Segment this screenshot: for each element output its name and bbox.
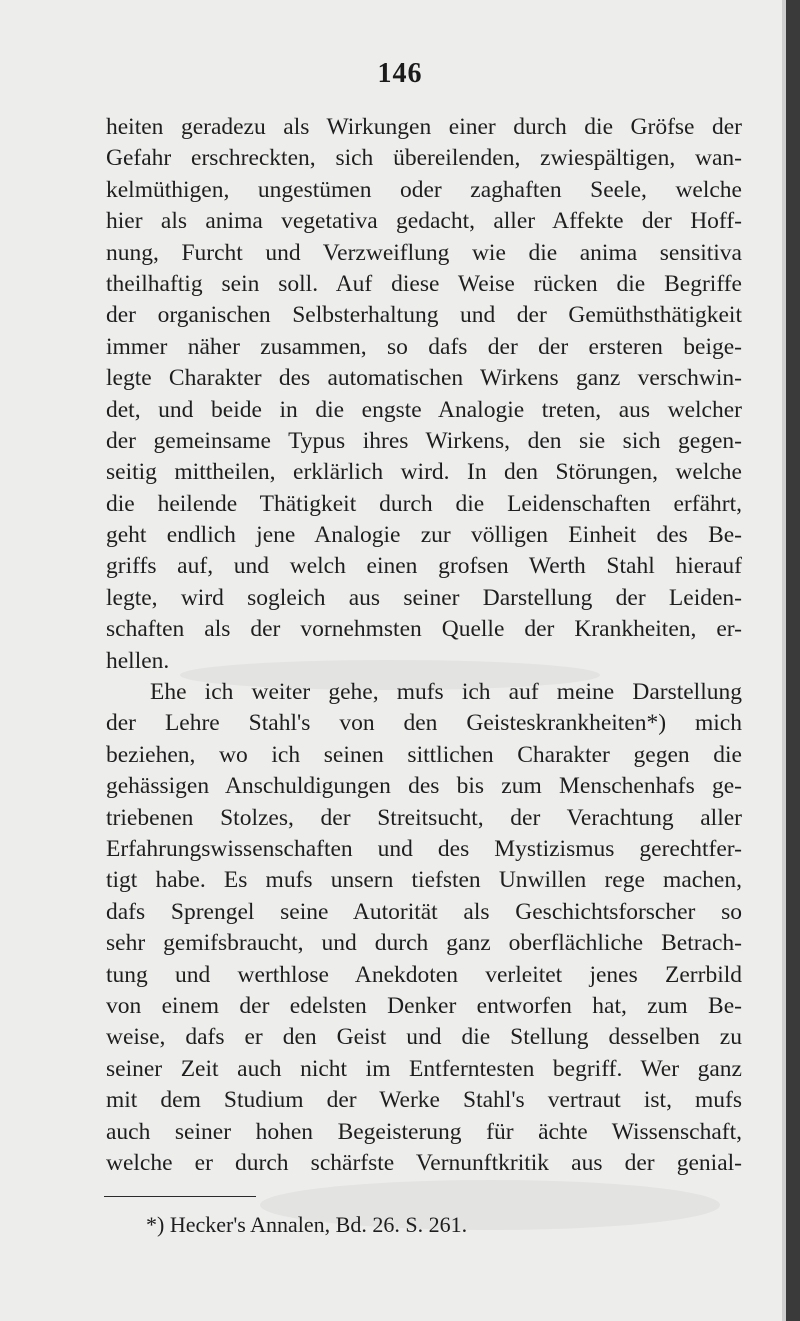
text-line: der organischen Selbsterhaltung und der Gemüthsthätigkeit [106, 302, 742, 329]
text-line: von einem der edelsten Denker entworfen hat, zum Be- [106, 992, 742, 1019]
text-line: die heilende Thätigkeit durch die Leidenschaften erfährt, [106, 490, 742, 517]
text-line: der gemeinsame Typus ihres Wirkens, den sie sich gegen- [106, 427, 742, 454]
text-line: welche er durch schärfste Vernunftkritik aus der genial- [106, 1149, 742, 1176]
text-line: beziehen, wo ich seinen sittlichen Charakter gegen die [106, 741, 742, 768]
text-line: hier als anima vegetativa gedacht, aller Affekte der Hoff- [106, 208, 742, 235]
text-line: der Lehre Stahl's von den Geisteskrankheiten*) mich [106, 710, 742, 737]
paragraph-end-line: hellen. [106, 647, 170, 674]
text-line: kelmüthigen, ungestümen oder zaghaften Seele, welche [106, 176, 742, 203]
text-line: tung und werthlose Anekdoten verleitet jenes Zerrbild [106, 961, 742, 988]
text-line: mit dem Studium der Werke Stahl's vertraut ist, mufs [106, 1087, 742, 1114]
page-number: 146 [377, 58, 423, 89]
text-line: legte, wird sogleich aus seiner Darstellung der Leiden- [106, 584, 742, 611]
paragraph-start-line: Ehe ich weiter gehe, mufs ich auf meine Darstellung [150, 679, 742, 706]
text-line: tigt habe. Es mufs unsern tiefsten Unwillen rege machen, [106, 867, 742, 894]
text-line: nung, Furcht und Verzweiflung wie die anima sensitiva [106, 239, 742, 266]
text-line: seiner Zeit auch nicht im Entferntesten begriff. Wer ganz [106, 1055, 742, 1082]
footnote-divider [104, 1196, 256, 1197]
text-line: immer näher zusammen, so dafs der der ersteren beige- [106, 333, 742, 360]
book-spine-edge [786, 0, 800, 1321]
text-line: griffs auf, und welch einen grofsen Werth Stahl hierauf [106, 553, 742, 580]
footnote: *) Hecker's Annalen, Bd. 26. S. 261. [146, 1212, 468, 1237]
text-line: theilhaftig sein soll. Auf diese Weise rücken die Begriffe [106, 270, 742, 297]
body-text [106, 112, 742, 1179]
text-line: schaften als der vornehmsten Quelle der Krankheiten, er- [106, 616, 742, 643]
text-line: heiten geradezu als Wirkungen einer durch die Gröfse der [106, 114, 742, 140]
text-line: sehr gemifsbraucht, und durch ganz oberflächliche Betrach- [106, 930, 742, 957]
text-line: det, und beide in die engste Analogie treten, aus welcher [106, 396, 742, 423]
text-line: seitig mittheilen, erklärlich wird. In den Störungen, welche [106, 459, 742, 486]
text-line: dafs Sprengel seine Autorität als Geschichtsforscher so [106, 898, 742, 925]
text-line: Gefahr erschreckten, sich übereilenden, zwiespältigen, wan- [106, 145, 742, 172]
text-line: geht endlich jene Analogie zur völligen Einheit des Be- [106, 522, 742, 549]
text-line: gehässigen Anschuldigungen des bis zum Menschenhafs ge- [106, 773, 742, 800]
text-line: Erfahrungswissenschaften und des Mystizismus gerechtfer- [106, 835, 742, 862]
text-line: triebenen Stolzes, der Streitsucht, der Verachtung aller [106, 804, 742, 831]
text-line: legte Charakter des automatischen Wirkens ganz verschwin- [106, 365, 742, 392]
text-line: weise, dafs er den Geist und die Stellung desselben zu [106, 1024, 742, 1051]
text-line: auch seiner hohen Begeisterung für ächte Wissenschaft, [106, 1118, 742, 1145]
